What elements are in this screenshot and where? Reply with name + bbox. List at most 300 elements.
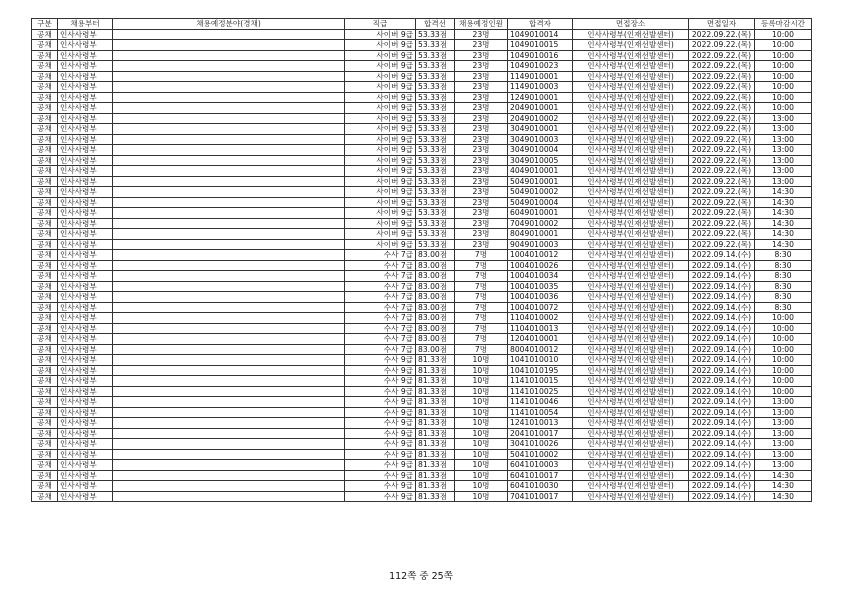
- cell-cutoff: 53.33점: [416, 166, 455, 177]
- cell-department: 인사사령부: [58, 470, 113, 481]
- cell-grade: 사이버 9급: [345, 113, 416, 124]
- cell-department: 인사사령부: [58, 397, 113, 408]
- cell-department: 인사사령부: [58, 50, 113, 61]
- cell-type: 공채: [32, 40, 58, 51]
- cell-field: [113, 103, 345, 114]
- cell-cutoff: 81.33점: [416, 470, 455, 481]
- cell-cutoff: 53.33점: [416, 145, 455, 156]
- table-row: [32, 145, 812, 156]
- cell-grade: 사이버 9급: [345, 92, 416, 103]
- cell-headcount: 23명: [455, 82, 508, 93]
- cell-applicant-id: 1004010072: [508, 302, 573, 313]
- cell-department: 인사사령부: [58, 124, 113, 135]
- cell-cutoff: 53.33점: [416, 61, 455, 72]
- cell-interview-place: 인사사령부(인재선발센터): [573, 124, 689, 135]
- cell-grade: 수사 9급: [345, 386, 416, 397]
- cell-type: 공채: [32, 302, 58, 313]
- cell-headcount: 10명: [455, 491, 508, 502]
- cell-headcount: 10명: [455, 386, 508, 397]
- cell-department: 인사사령부: [58, 271, 113, 282]
- cell-interview-date: 2022.09.14.(수): [689, 439, 755, 450]
- cell-deadline-time: 14:30: [755, 229, 812, 240]
- cell-cutoff: 83.00점: [416, 313, 455, 324]
- cell-headcount: 23명: [455, 29, 508, 40]
- cell-cutoff: 81.33점: [416, 449, 455, 460]
- cell-applicant-id: 9049010003: [508, 239, 573, 250]
- cell-grade: 수사 9급: [345, 449, 416, 460]
- cell-interview-date: 2022.09.22.(목): [689, 187, 755, 198]
- cell-field: [113, 155, 345, 166]
- results-table-container: [31, 18, 811, 502]
- cell-deadline-time: 13:00: [755, 134, 812, 145]
- cell-field: [113, 344, 345, 355]
- cell-grade: 수사 7급: [345, 334, 416, 345]
- cell-cutoff: 81.33점: [416, 397, 455, 408]
- cell-department: 인사사령부: [58, 439, 113, 450]
- cell-grade: 사이버 9급: [345, 218, 416, 229]
- cell-interview-date: 2022.09.22.(목): [689, 29, 755, 40]
- cell-deadline-time: 14:30: [755, 208, 812, 219]
- cell-interview-place: 인사사령부(인재선발센터): [573, 449, 689, 460]
- cell-headcount: 10명: [455, 355, 508, 366]
- cell-department: 인사사령부: [58, 386, 113, 397]
- cell-cutoff: 81.33점: [416, 439, 455, 450]
- table-row: [32, 197, 812, 208]
- cell-headcount: 23명: [455, 197, 508, 208]
- cell-interview-date: 2022.09.22.(목): [689, 71, 755, 82]
- cell-grade: 수사 9급: [345, 397, 416, 408]
- cell-field: [113, 197, 345, 208]
- cell-deadline-time: 14:30: [755, 187, 812, 198]
- cell-deadline-time: 10:00: [755, 29, 812, 40]
- cell-applicant-id: 5049010001: [508, 176, 573, 187]
- cell-headcount: 10명: [455, 481, 508, 492]
- cell-grade: 사이버 9급: [345, 40, 416, 51]
- cell-deadline-time: 8:30: [755, 260, 812, 271]
- table-row: [32, 470, 812, 481]
- table-row: [32, 407, 812, 418]
- cell-department: 인사사령부: [58, 418, 113, 429]
- cell-cutoff: 53.33점: [416, 71, 455, 82]
- cell-deadline-time: 10:00: [755, 386, 812, 397]
- cell-department: 인사사령부: [58, 103, 113, 114]
- cell-headcount: 23명: [455, 40, 508, 51]
- cell-cutoff: 53.33점: [416, 155, 455, 166]
- cell-interview-place: 인사사령부(인재선발센터): [573, 134, 689, 145]
- cell-deadline-time: 13:00: [755, 418, 812, 429]
- cell-applicant-id: 3049010001: [508, 124, 573, 135]
- cell-interview-date: 2022.09.22.(목): [689, 218, 755, 229]
- cell-department: 인사사령부: [58, 239, 113, 250]
- cell-cutoff: 83.00점: [416, 302, 455, 313]
- cell-grade: 사이버 9급: [345, 208, 416, 219]
- cell-interview-place: 인사사령부(인재선발센터): [573, 187, 689, 198]
- cell-type: 공채: [32, 334, 58, 345]
- cell-interview-date: 2022.09.22.(목): [689, 113, 755, 124]
- cell-type: 공채: [32, 449, 58, 460]
- cell-deadline-time: 10:00: [755, 71, 812, 82]
- cell-interview-place: 인사사령부(인재선발센터): [573, 344, 689, 355]
- cell-department: 인사사령부: [58, 460, 113, 471]
- cell-grade: 사이버 9급: [345, 50, 416, 61]
- cell-type: 공채: [32, 292, 58, 303]
- cell-interview-place: 인사사령부(인재선발센터): [573, 250, 689, 261]
- cell-cutoff: 83.00점: [416, 323, 455, 334]
- cell-grade: 사이버 9급: [345, 239, 416, 250]
- cell-headcount: 10명: [455, 397, 508, 408]
- cell-type: 공채: [32, 386, 58, 397]
- cell-grade: 수사 9급: [345, 365, 416, 376]
- table-row: [32, 344, 812, 355]
- cell-deadline-time: 10:00: [755, 376, 812, 387]
- cell-applicant-id: 1141010046: [508, 397, 573, 408]
- table-row: [32, 29, 812, 40]
- cell-applicant-id: 1141010015: [508, 376, 573, 387]
- cell-type: 공채: [32, 481, 58, 492]
- cell-headcount: 23명: [455, 229, 508, 240]
- cell-interview-place: 인사사령부(인재선발센터): [573, 397, 689, 408]
- table-row: [32, 229, 812, 240]
- cell-headcount: 7명: [455, 292, 508, 303]
- cell-deadline-time: 13:00: [755, 124, 812, 135]
- cell-interview-date: 2022.09.14.(수): [689, 386, 755, 397]
- cell-field: [113, 61, 345, 72]
- cell-headcount: 10명: [455, 439, 508, 450]
- table-row: [32, 218, 812, 229]
- cell-interview-place: 인사사령부(인재선발센터): [573, 355, 689, 366]
- cell-deadline-time: 10:00: [755, 40, 812, 51]
- cell-type: 공채: [32, 376, 58, 387]
- cell-department: 인사사령부: [58, 428, 113, 439]
- table-row: [32, 281, 812, 292]
- cell-department: 인사사령부: [58, 407, 113, 418]
- cell-field: [113, 281, 345, 292]
- cell-department: 인사사령부: [58, 302, 113, 313]
- cell-deadline-time: 13:00: [755, 407, 812, 418]
- cell-interview-date: 2022.09.14.(수): [689, 323, 755, 334]
- cell-deadline-time: 14:30: [755, 218, 812, 229]
- cell-deadline-time: 8:30: [755, 292, 812, 303]
- cell-interview-place: 인사사령부(인재선발센터): [573, 481, 689, 492]
- cell-cutoff: 83.00점: [416, 260, 455, 271]
- cell-cutoff: 53.33점: [416, 103, 455, 114]
- cell-field: [113, 407, 345, 418]
- cell-department: 인사사령부: [58, 29, 113, 40]
- cell-department: 인사사령부: [58, 155, 113, 166]
- table-row: [32, 103, 812, 114]
- cell-interview-date: 2022.09.14.(수): [689, 418, 755, 429]
- cell-field: [113, 250, 345, 261]
- cell-department: 인사사령부: [58, 208, 113, 219]
- cell-applicant-id: 1004010036: [508, 292, 573, 303]
- cell-type: 공채: [32, 470, 58, 481]
- cell-interview-place: 인사사령부(인재선발센터): [573, 418, 689, 429]
- cell-cutoff: 53.33점: [416, 176, 455, 187]
- cell-interview-date: 2022.09.22.(목): [689, 61, 755, 72]
- cell-grade: 수사 9급: [345, 428, 416, 439]
- cell-grade: 사이버 9급: [345, 166, 416, 177]
- cell-grade: 수사 7급: [345, 271, 416, 282]
- cell-department: 인사사령부: [58, 334, 113, 345]
- table-row: [32, 376, 812, 387]
- cell-grade: 수사 9급: [345, 439, 416, 450]
- cell-department: 인사사령부: [58, 355, 113, 366]
- cell-type: 공채: [32, 439, 58, 450]
- cell-type: 공채: [32, 418, 58, 429]
- cell-applicant-id: 1049010015: [508, 40, 573, 51]
- cell-applicant-id: 5041010002: [508, 449, 573, 460]
- cell-headcount: 7명: [455, 281, 508, 292]
- cell-cutoff: 53.33점: [416, 82, 455, 93]
- cell-deadline-time: 8:30: [755, 302, 812, 313]
- cell-grade: 수사 9급: [345, 376, 416, 387]
- table-row: [32, 40, 812, 51]
- cell-department: 인사사령부: [58, 71, 113, 82]
- cell-grade: 사이버 9급: [345, 82, 416, 93]
- cell-department: 인사사령부: [58, 376, 113, 387]
- cell-grade: 사이버 9급: [345, 229, 416, 240]
- cell-cutoff: 83.00점: [416, 344, 455, 355]
- cell-interview-place: 인사사령부(인재선발센터): [573, 71, 689, 82]
- col-header-interview-date: 면접일자: [689, 19, 755, 30]
- cell-cutoff: 81.33점: [416, 407, 455, 418]
- cell-headcount: 23명: [455, 50, 508, 61]
- table-row: [32, 334, 812, 345]
- cell-field: [113, 145, 345, 156]
- cell-type: 공채: [32, 208, 58, 219]
- cell-headcount: 10명: [455, 365, 508, 376]
- table-row: [32, 292, 812, 303]
- cell-department: 인사사령부: [58, 176, 113, 187]
- col-header-headcount: 채용예정인원: [455, 19, 508, 30]
- cell-cutoff: 83.00점: [416, 334, 455, 345]
- cell-headcount: 7명: [455, 271, 508, 282]
- cell-interview-date: 2022.09.14.(수): [689, 428, 755, 439]
- cell-grade: 사이버 9급: [345, 134, 416, 145]
- cell-interview-place: 인사사령부(인재선발센터): [573, 50, 689, 61]
- cell-applicant-id: 2041010017: [508, 428, 573, 439]
- cell-headcount: 7명: [455, 250, 508, 261]
- cell-applicant-id: 1204010001: [508, 334, 573, 345]
- col-header-type: 구분: [32, 19, 58, 30]
- cell-headcount: 23명: [455, 176, 508, 187]
- cell-applicant-id: 1149010001: [508, 71, 573, 82]
- cell-headcount: 23명: [455, 239, 508, 250]
- cell-interview-place: 인사사령부(인재선발센터): [573, 197, 689, 208]
- table-row: [32, 260, 812, 271]
- cell-type: 공채: [32, 313, 58, 324]
- cell-cutoff: 53.33점: [416, 134, 455, 145]
- cell-department: 인사사령부: [58, 166, 113, 177]
- cell-type: 공채: [32, 92, 58, 103]
- table-row: [32, 397, 812, 408]
- cell-field: [113, 491, 345, 502]
- cell-interview-place: 인사사령부(인재선발센터): [573, 229, 689, 240]
- cell-type: 공채: [32, 260, 58, 271]
- cell-field: [113, 124, 345, 135]
- cell-headcount: 7명: [455, 313, 508, 324]
- cell-type: 공채: [32, 113, 58, 124]
- cell-grade: 사이버 9급: [345, 61, 416, 72]
- cell-deadline-time: 10:00: [755, 92, 812, 103]
- cell-department: 인사사령부: [58, 491, 113, 502]
- cell-grade: 사이버 9급: [345, 155, 416, 166]
- cell-interview-date: 2022.09.22.(목): [689, 155, 755, 166]
- cell-interview-date: 2022.09.22.(목): [689, 134, 755, 145]
- cell-headcount: 10명: [455, 418, 508, 429]
- cell-interview-date: 2022.09.14.(수): [689, 281, 755, 292]
- cell-headcount: 23명: [455, 218, 508, 229]
- cell-headcount: 7명: [455, 323, 508, 334]
- cell-cutoff: 53.33점: [416, 92, 455, 103]
- cell-headcount: 23명: [455, 103, 508, 114]
- cell-applicant-id: 1249010001: [508, 92, 573, 103]
- cell-department: 인사사령부: [58, 260, 113, 271]
- cell-interview-place: 인사사령부(인재선발센터): [573, 29, 689, 40]
- table-row: [32, 176, 812, 187]
- cell-interview-date: 2022.09.14.(수): [689, 449, 755, 460]
- cell-headcount: 23명: [455, 155, 508, 166]
- cell-type: 공채: [32, 197, 58, 208]
- cell-cutoff: 53.33점: [416, 29, 455, 40]
- cell-interview-place: 인사사령부(인재선발센터): [573, 61, 689, 72]
- cell-department: 인사사령부: [58, 113, 113, 124]
- cell-headcount: 10명: [455, 449, 508, 460]
- cell-applicant-id: 1041010195: [508, 365, 573, 376]
- cell-department: 인사사령부: [58, 365, 113, 376]
- cell-type: 공채: [32, 71, 58, 82]
- cell-interview-place: 인사사령부(인재선발센터): [573, 271, 689, 282]
- cell-department: 인사사령부: [58, 449, 113, 460]
- cell-deadline-time: 10:00: [755, 103, 812, 114]
- cell-field: [113, 166, 345, 177]
- table-row: [32, 439, 812, 450]
- cell-applicant-id: 5049010002: [508, 187, 573, 198]
- cell-headcount: 23명: [455, 124, 508, 135]
- cell-interview-date: 2022.09.14.(수): [689, 302, 755, 313]
- cell-deadline-time: 13:00: [755, 145, 812, 156]
- cell-field: [113, 481, 345, 492]
- cell-interview-date: 2022.09.22.(목): [689, 124, 755, 135]
- cell-type: 공채: [32, 365, 58, 376]
- cell-deadline-time: 13:00: [755, 166, 812, 177]
- cell-field: [113, 187, 345, 198]
- table-row: [32, 113, 812, 124]
- cell-type: 공채: [32, 250, 58, 261]
- cell-interview-date: 2022.09.14.(수): [689, 250, 755, 261]
- cell-interview-date: 2022.09.14.(수): [689, 397, 755, 408]
- table-row: [32, 187, 812, 198]
- cell-type: 공채: [32, 397, 58, 408]
- cell-department: 인사사령부: [58, 292, 113, 303]
- cell-department: 인사사령부: [58, 281, 113, 292]
- cell-type: 공채: [32, 166, 58, 177]
- cell-interview-place: 인사사령부(인재선발센터): [573, 82, 689, 93]
- cell-deadline-time: 10:00: [755, 355, 812, 366]
- cell-deadline-time: 14:30: [755, 470, 812, 481]
- cell-interview-date: 2022.09.22.(목): [689, 229, 755, 240]
- cell-interview-place: 인사사령부(인재선발센터): [573, 428, 689, 439]
- cell-deadline-time: 13:00: [755, 113, 812, 124]
- cell-interview-date: 2022.09.14.(수): [689, 470, 755, 481]
- cell-grade: 수사 7급: [345, 302, 416, 313]
- table-row: [32, 481, 812, 492]
- table-row: [32, 166, 812, 177]
- cell-headcount: 10명: [455, 407, 508, 418]
- cell-applicant-id: 8049010001: [508, 229, 573, 240]
- cell-applicant-id: 1241010013: [508, 418, 573, 429]
- cell-applicant-id: 7049010002: [508, 218, 573, 229]
- cell-grade: 수사 9급: [345, 481, 416, 492]
- cell-field: [113, 460, 345, 471]
- cell-grade: 수사 7급: [345, 281, 416, 292]
- cell-applicant-id: 6041010017: [508, 470, 573, 481]
- cell-deadline-time: 13:00: [755, 460, 812, 471]
- cell-type: 공채: [32, 344, 58, 355]
- cell-type: 공채: [32, 187, 58, 198]
- cell-headcount: 10명: [455, 460, 508, 471]
- cell-interview-date: 2022.09.14.(수): [689, 355, 755, 366]
- cell-interview-date: 2022.09.14.(수): [689, 271, 755, 282]
- cell-cutoff: 53.33점: [416, 50, 455, 61]
- table-row: [32, 82, 812, 93]
- cell-type: 공채: [32, 355, 58, 366]
- cell-interview-date: 2022.09.14.(수): [689, 313, 755, 324]
- cell-deadline-time: 10:00: [755, 82, 812, 93]
- cell-deadline-time: 13:00: [755, 176, 812, 187]
- cell-grade: 수사 7급: [345, 344, 416, 355]
- cell-type: 공채: [32, 460, 58, 471]
- table-row: [32, 449, 812, 460]
- cell-department: 인사사령부: [58, 187, 113, 198]
- cell-cutoff: 53.33점: [416, 239, 455, 250]
- cell-deadline-time: 8:30: [755, 271, 812, 282]
- cell-applicant-id: 1141010025: [508, 386, 573, 397]
- cell-deadline-time: 13:00: [755, 155, 812, 166]
- cell-type: 공채: [32, 407, 58, 418]
- cell-applicant-id: 5049010004: [508, 197, 573, 208]
- cell-cutoff: 81.33점: [416, 481, 455, 492]
- cell-deadline-time: 13:00: [755, 449, 812, 460]
- cell-headcount: 10명: [455, 428, 508, 439]
- table-row: [32, 61, 812, 72]
- cell-interview-date: 2022.09.14.(수): [689, 407, 755, 418]
- cell-applicant-id: 1004010035: [508, 281, 573, 292]
- cell-interview-date: 2022.09.22.(목): [689, 145, 755, 156]
- cell-headcount: 10명: [455, 470, 508, 481]
- cell-cutoff: 81.33점: [416, 491, 455, 502]
- cell-interview-date: 2022.09.22.(목): [689, 92, 755, 103]
- cell-cutoff: 83.00점: [416, 250, 455, 261]
- cell-grade: 사이버 9급: [345, 29, 416, 40]
- cell-applicant-id: 4049010001: [508, 166, 573, 177]
- cell-department: 인사사령부: [58, 313, 113, 324]
- cell-interview-date: 2022.09.22.(목): [689, 166, 755, 177]
- cell-field: [113, 313, 345, 324]
- table-row: [32, 323, 812, 334]
- cell-applicant-id: 3049010004: [508, 145, 573, 156]
- cell-interview-place: 인사사령부(인재선발센터): [573, 302, 689, 313]
- cell-headcount: 23명: [455, 61, 508, 72]
- cell-department: 인사사령부: [58, 40, 113, 51]
- cell-field: [113, 397, 345, 408]
- cell-field: [113, 292, 345, 303]
- cell-interview-place: 인사사령부(인재선발센터): [573, 460, 689, 471]
- table-row: [32, 460, 812, 471]
- cell-applicant-id: 1104010013: [508, 323, 573, 334]
- table-row: [32, 313, 812, 324]
- cell-grade: 사이버 9급: [345, 145, 416, 156]
